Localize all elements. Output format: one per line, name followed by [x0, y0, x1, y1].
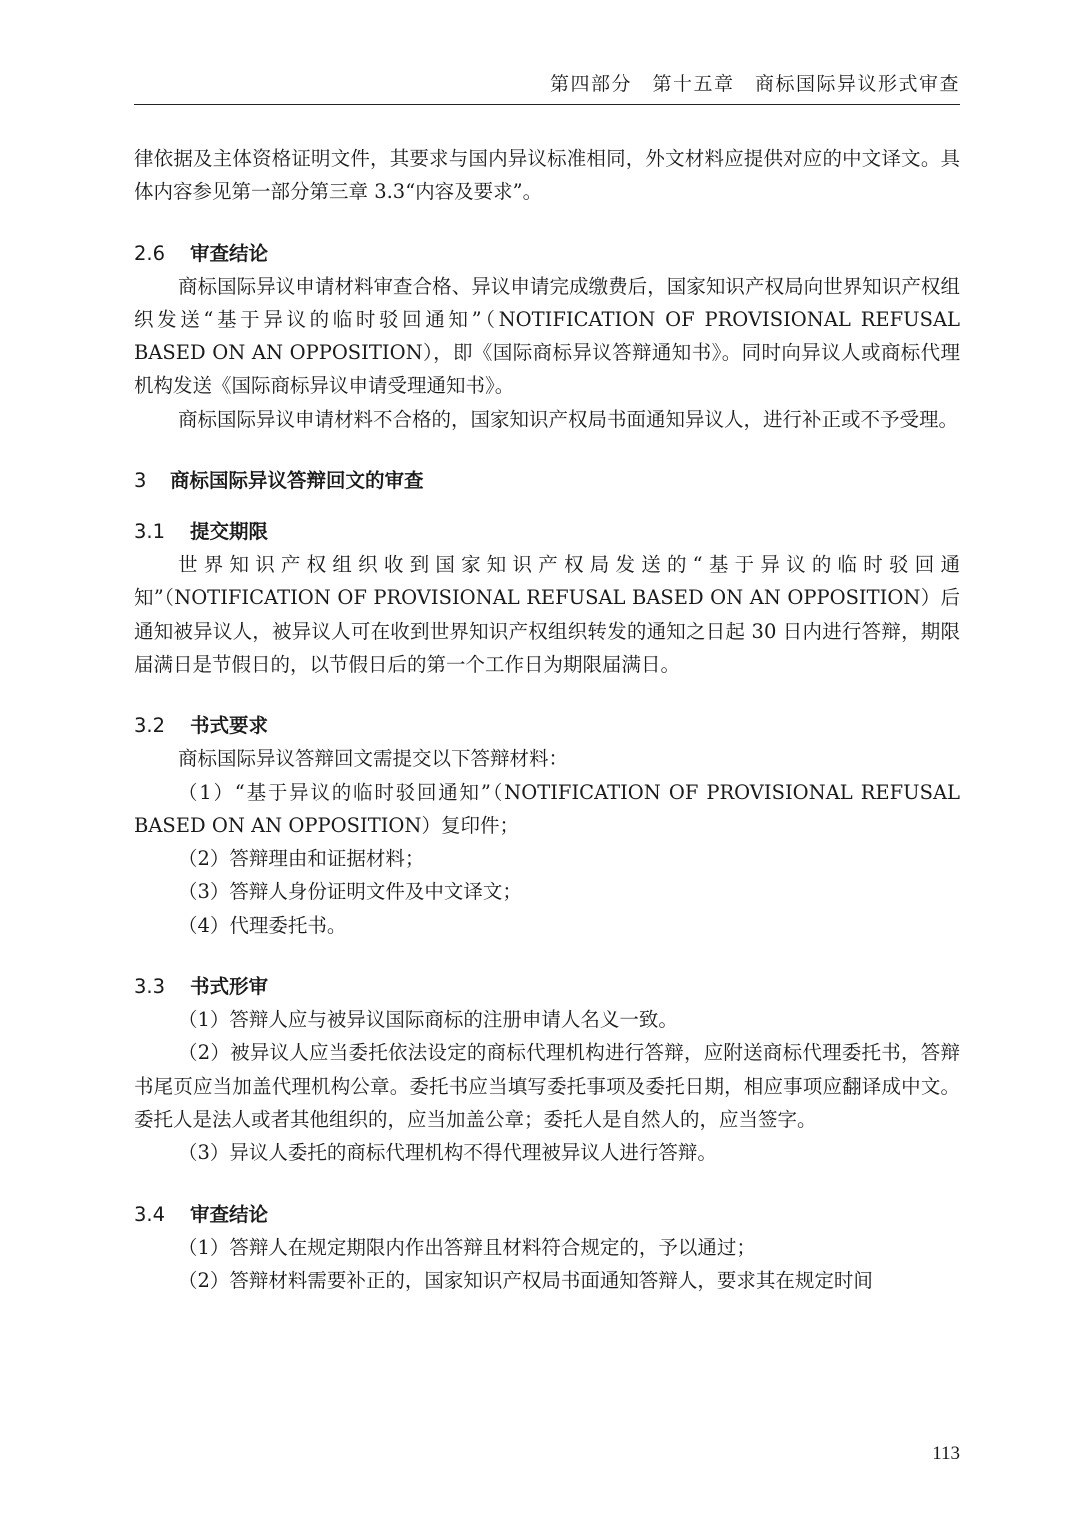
section-title: 审查结论 [190, 241, 269, 265]
section-title: 书式形审 [190, 975, 269, 999]
list-item: （1）答辩人在规定期限内作出答辩且材料符合规定的，予以通过； [178, 1235, 756, 1259]
running-header: 第四部分 第十五章 商标国际异议形式审查 [549, 73, 960, 95]
section-3-heading [134, 464, 960, 497]
list-item: （2）答辩材料需要补正的，国家知识产权局书面通知答辩人，要求其在规定时间 [178, 1268, 873, 1292]
section-title: 书式要求 [190, 714, 269, 738]
list-item: （1）“基于异议的临时驳回通知”（NOTIFICATION OF PROVISIONAL REFUSAL BASED ON AN OPPOSITION）复印件； [134, 780, 960, 837]
list-item: （4）代理委托书。 [178, 913, 347, 937]
section-2-6-heading [134, 237, 960, 270]
section-number: 3.4 [134, 1202, 166, 1226]
page-number: 113 [932, 1443, 960, 1464]
paragraph: 世界知识产权组织收到国家知识产权局发送的“基于异议的临时驳回通知”（NOTIFICATION OF PROVISIONAL REFUSAL BASED ON AN OPPOSITION）后通知被异议人，被异议人可在收到世界知识产权组织转发的通知之日起 30 日内进行答辩，期限届满日是节假日的，以节假日后的第一个工作日为期限届满日。 [134, 553, 960, 676]
section-title: 商标国际异议答辩回文的审查 [170, 469, 424, 493]
intro-paragraph: 律依据及主体资格证明文件，其要求与国内异议标准相同，外文材料应提供对应的中文译文。具体内容参见第一部分第三章 3.3“内容及要求”。 [134, 147, 960, 204]
section-title: 提交期限 [190, 520, 269, 544]
list-item: （2）被异议人应当委托依法设定的商标代理机构进行答辩，应附送商标代理委托书，答辩书尾页应当加盖代理机构公章。委托书应当填写委托事项及委托日期，相应事项应翻译成中文。委托人是法人或者其他组织的，应当加盖公章；委托人是自然人的，应当签字。 [134, 1041, 960, 1131]
list-item: （3）答辩人身份证明文件及中文译文； [178, 880, 522, 904]
section-3-2-heading [134, 709, 960, 742]
section-number: 2.6 [134, 241, 166, 265]
paragraph: 商标国际异议答辩回文需提交以下答辩材料： [178, 747, 569, 771]
section-title: 审查结论 [190, 1202, 269, 1226]
paragraph: 商标国际异议申请材料不合格的，国家知识产权局书面通知异议人，进行补正或不予受理。 [178, 407, 959, 431]
list-item: （2）答辩理由和证据材料； [178, 847, 425, 871]
paragraph: 商标国际异议申请材料审查合格、异议申请完成缴费后，国家知识产权局向世界知识产权组织发送“基于异议的临时驳回通知”（NOTIFICATION OF PROVISIONAL REFUSAL BASED ON AN OPPOSITION），即《国际商标异议答辩通知书》。同时向异议人或商标代理机构发送《国际商标异议申请受理通知书》。 [134, 274, 960, 398]
section-3-3-heading [134, 970, 960, 1003]
header-rule [134, 104, 960, 105]
list-item: （1）答辩人应与被异议国际商标的注册申请人名义一致。 [178, 1008, 678, 1032]
section-number: 3.3 [134, 975, 166, 999]
list-item: （3）异议人委托的商标代理机构不得代理被异议人进行答辩。 [178, 1141, 717, 1165]
section-number: 3.1 [134, 520, 166, 544]
page-body [134, 142, 960, 1297]
section-3-1-heading [134, 515, 960, 548]
section-number: 3.2 [134, 714, 166, 738]
section-number: 3 [134, 469, 147, 493]
section-3-4-heading [134, 1198, 960, 1231]
